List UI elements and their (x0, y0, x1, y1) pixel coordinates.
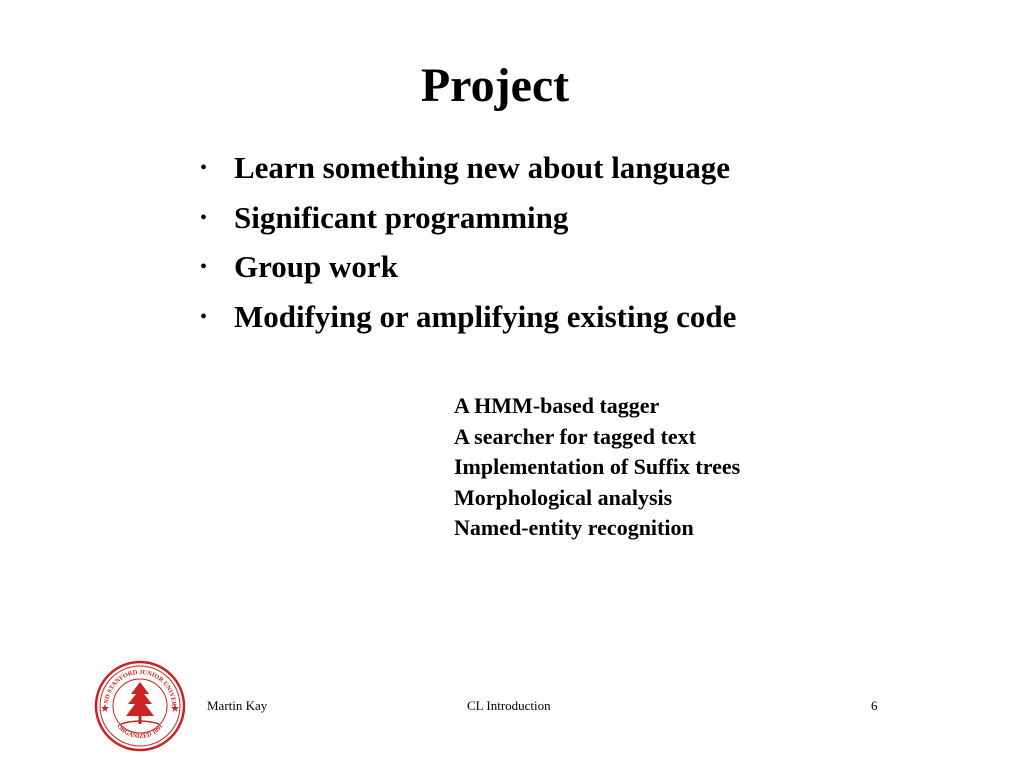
university-seal-logo (94, 660, 186, 752)
bullet-icon: • (200, 305, 208, 328)
bullet-icon: • (200, 157, 208, 179)
footer-author: Martin Kay (207, 698, 268, 713)
seal-bottom-text: ORGANIZED 1891 (115, 722, 165, 741)
bullet-icon: • (200, 206, 208, 229)
bullet-text: Learn something new about language (234, 150, 731, 185)
bullet-text: Group work (234, 249, 398, 284)
bullet-text: Significant programming (234, 199, 569, 235)
project-examples-list (454, 391, 740, 544)
project-example: Implementation of Suffix trees (454, 454, 741, 479)
bullet-text: Modifying or amplifying existing code (234, 298, 737, 334)
slide-title: Project (420, 59, 570, 112)
footer-page-number: 6 (871, 698, 878, 713)
project-example: Morphological analysis (454, 484, 673, 510)
project-example: A searcher for tagged text (454, 423, 696, 449)
project-example: A HMM-based tagger (454, 393, 660, 418)
footer-course-title: CL Introduction (467, 698, 551, 713)
seal-icon (94, 660, 186, 752)
seal-top-text: ND STANFORD JUNIOR UNIVER (103, 668, 178, 707)
project-example: Named-entity recognition (454, 515, 694, 540)
bullet-icon: • (200, 256, 208, 278)
svg-text:ORGANIZED 1891 (115, 723, 164, 740)
